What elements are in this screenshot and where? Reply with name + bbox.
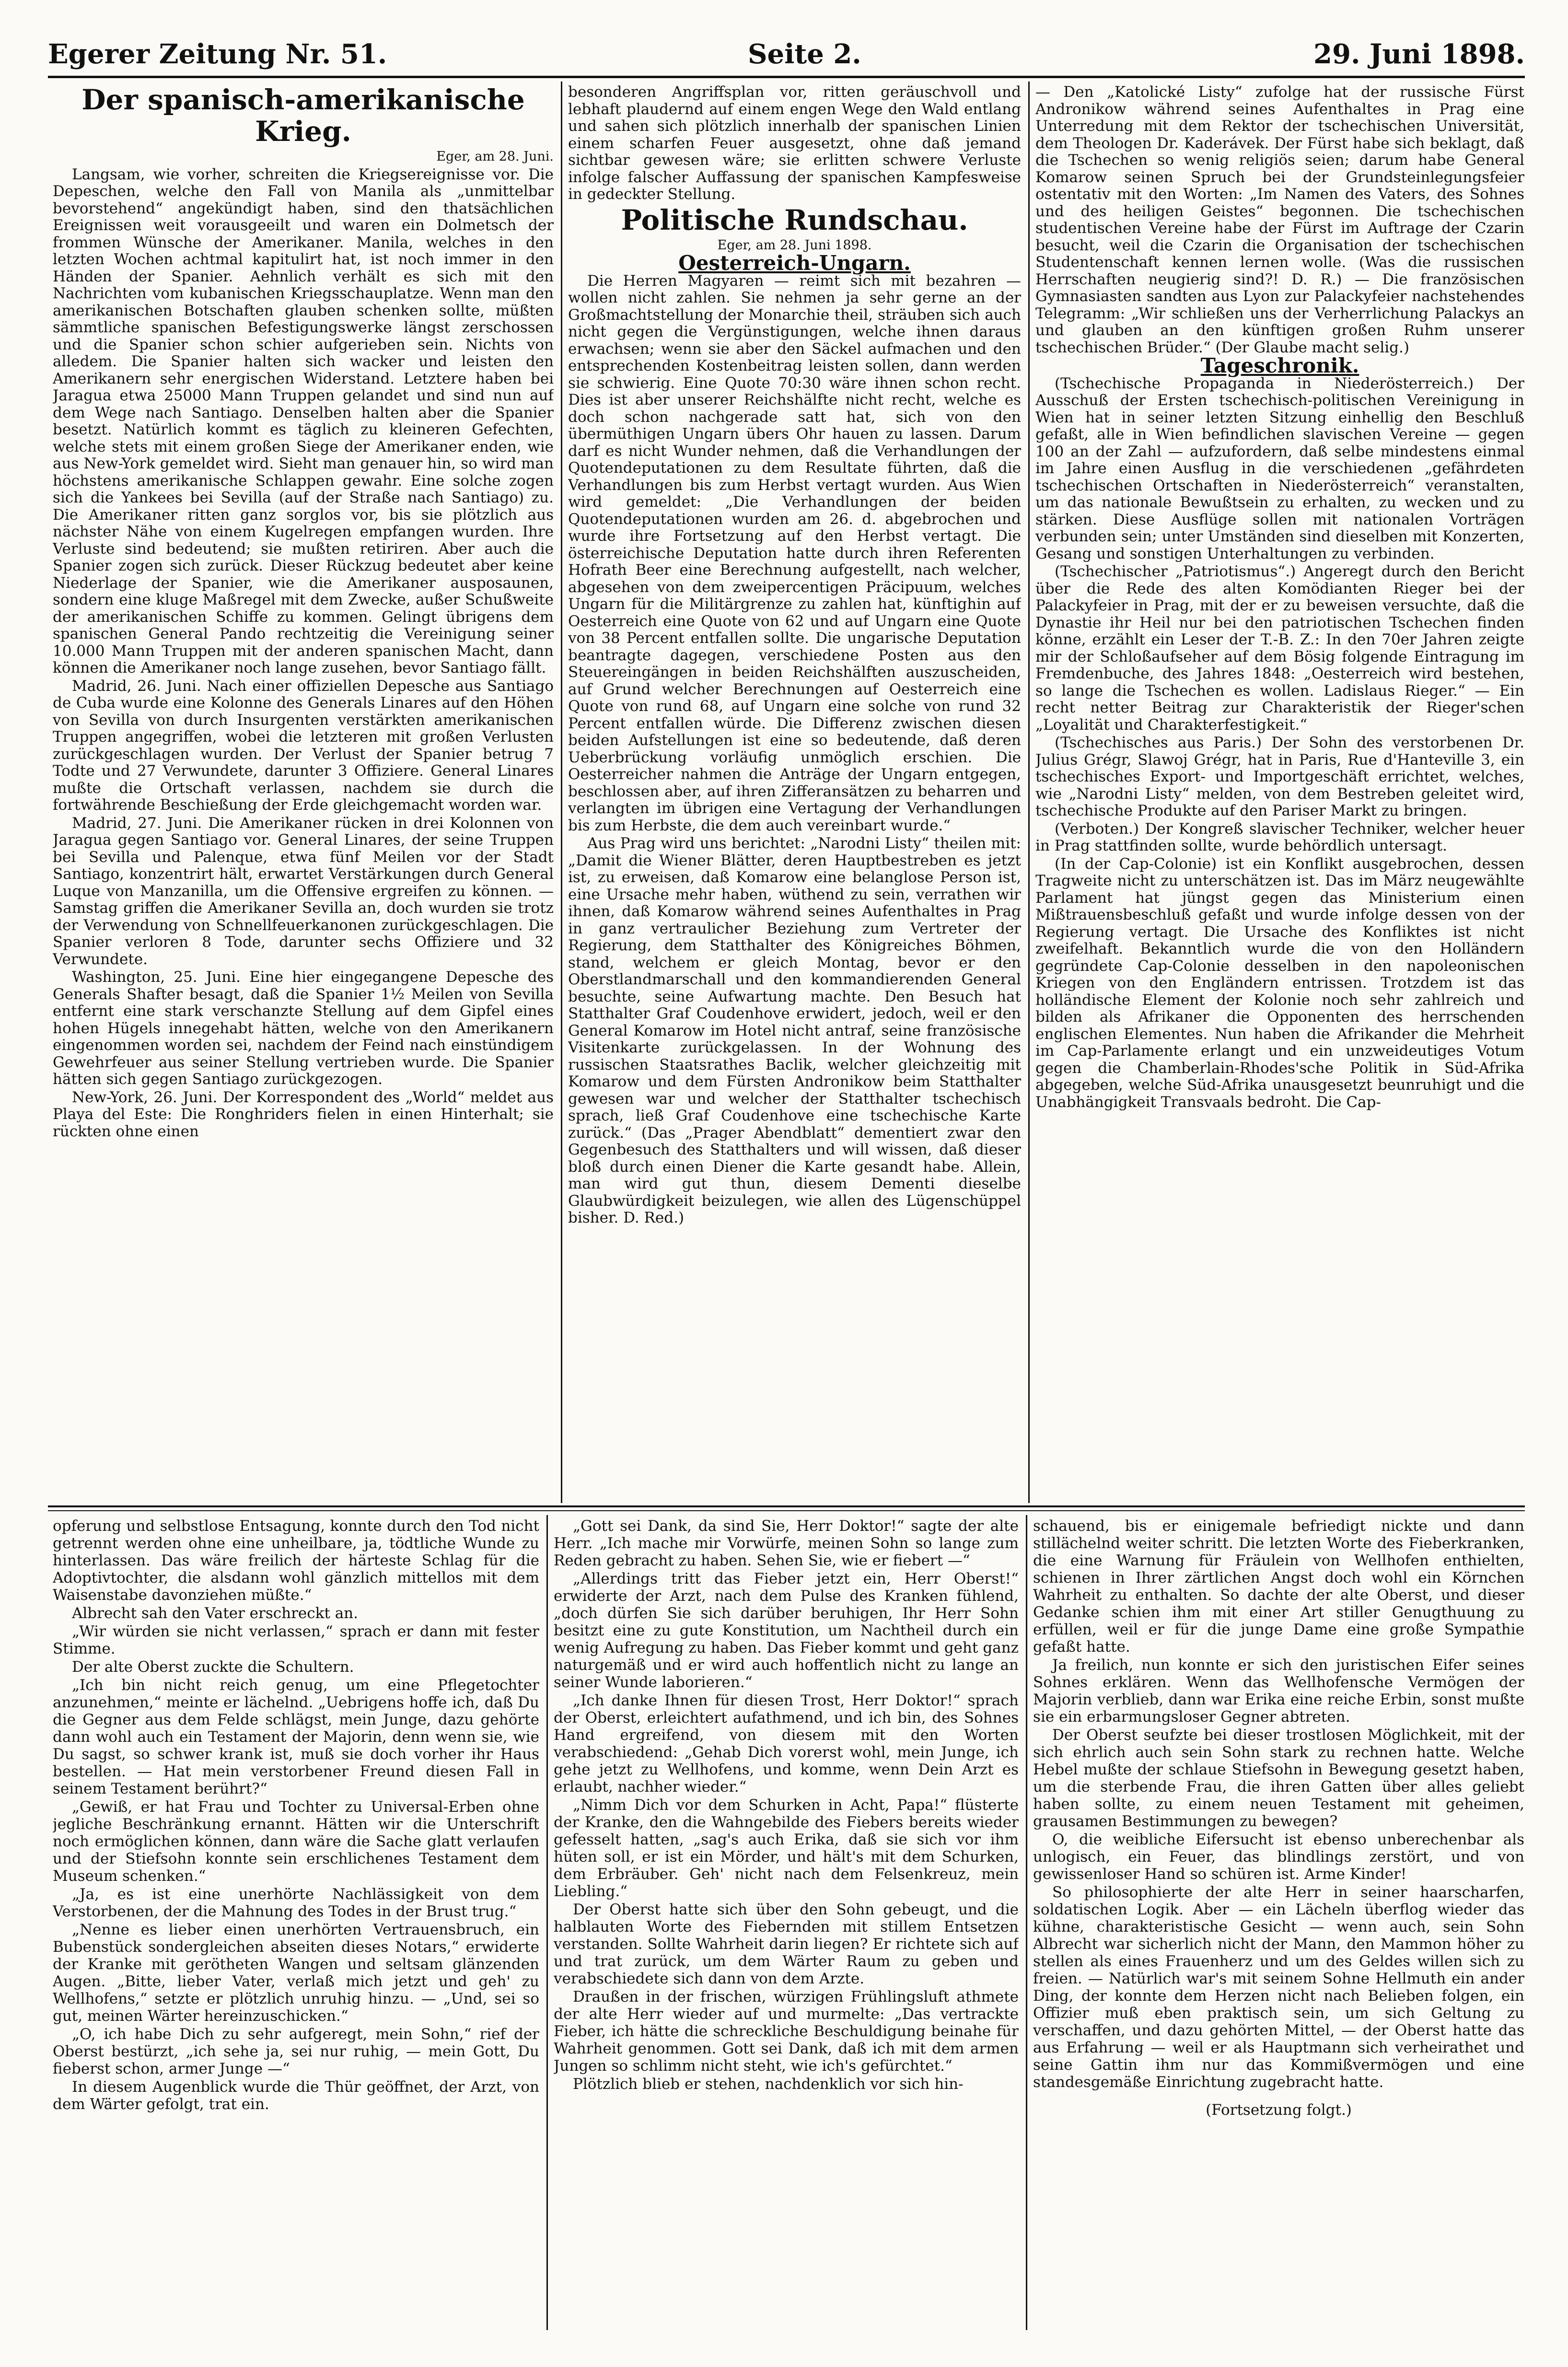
continuation-note: (Fortsetzung folgt.) (1206, 2101, 1352, 2119)
paragraph: Die Herren Magyaren — reimt sich mit bezahren — wollen nicht zahlen. Sie nehmen ja sehr gerne an der Großmachtstellung der Monarchie theil, sträuben sich auch nicht gegen die Vergünstigungen, welche ihnen daraus erwachsen; wenn sie aber den Säckel aufmachen und den entsprechenden Kostenbeitrag leisten sollen, dann werden sie schwierig. Eine Quote 70:30 wäre ihnen schon recht. Dies ist aber unserer Reichshälfte nicht recht, welche es doch schon nachgerade satt hat, sich von den übermüthigen Ungarn übers Ohr hauen zu lassen. Darum darf es nicht Wunder nehmen, daß die Verhandlungen der Quotendeputationen zu dem Resultate führten, daß die Verhandlungen bis zum Herbst vertagt wurden. Aus Wien wird gemeldet: „Die Verhandlungen der beiden Quotendeputationen wurden am 26. d. abgebrochen und wurde ihre Fortsetzung auf den Herbst vertagt. Die österreichische Deputation hatte durch ihren Referenten Hofrath Beer eine Berechnung aufgestellt, nach welcher, abgesehen von dem zweipercentigen Präcipuum, welches Ungarn für die Militärgrenze zu zahlen hat, künftighin auf Oesterreich eine Quote von 62 und auf Ungarn eine Quote von 38 Percent entfallen sollte. Die ungarische Deputation beantragte dagegen, verschiedene Posten aus den Steuereingängen in beiden Reichshälften auszuscheiden, auf Grund welcher Berechnungen auf Oesterreich eine Quote von rund 68, auf Ungarn eine solche von rund 32 Percent entfallen würde. Die Differenz zwischen diesen beiden Aufstellungen ist eine so bedeutende, daß deren Ueberbrückung vorläufig unmöglich erschien. Die Oesterreicher nahmen die Anträge der Ungarn entgegen, beschlossen aber, auf ihren Zifferansätzen zu beharren und verlangten im übrigen eine Vertagung der Verhandlungen bis zum Herbste, die dem auch vereinbart wurde.“ (568, 272, 1021, 834)
page-header (48, 29, 1525, 72)
paragraph: „Ich danke Ihnen für diesen Trost, Herr Doktor!“ sprach der Oberst, erleichtert aufathmend, und ich bin, des Sohnes Hand ergreifend, von diesem mit den Worten verabschiedend: „Gehab Dich vorerst wohl, mein Junge, ich gehe jetzt zu Wellhofens, und komme, wenn Dein Arzt es erlaubt, nachher wieder.“ (554, 1692, 1019, 1796)
paragraph: (In der Cap-Colonie) ist ein Konflikt ausgebrochen, dessen Tragweite nicht zu unterschätzen ist. Das im März neugewählte Parlament hat jüngst gegen das Ministerium einen Mißtrauensbeschluß gefaßt und wurde infolge dessen von der Regierung vertagt. Die Ursache des Konfliktes ist nicht zweifelhaft. Bekanntlich wurde die von den Holländern gegründete Cap-Colonie desselben in den napoleonischen Kriegen von den Engländern entrissen. Trotzdem ist das holländische Element der Kolonie noch sehr zahlreich und bilden als Afrikaner die Opponenten des herrschenden englischen Elementes. Nun haben die Afrikander die Mehrheit im Cap-Parlamente erlangt und ein unzweideutiges Votum gegen die Chamberlain-Rhodes'sche Politik in Süd-Afrika abgegeben, welche Süd-Afrika unausgesetzt beunruhigt und die Unabhängigkeit Transvaals bedroht. Die Cap- (1035, 855, 1524, 1111)
paragraph: Albrecht sah den Vater erschreckt an. (72, 1605, 358, 1622)
paragraph: New-York, 26. Juni. Der Korrespondent des „World“ meldet aus Playa del Este: Die Ronghriders fielen in einen Hinterhalt; sie rückten ohne einen (53, 1088, 554, 1140)
paragraph: besonderen Angriffsplan vor, ritten geräuschvoll und lebhaft plaudernd auf einem engen Wege den Wald entlang und sahen sich plötzlich innerhalb der spanischen Linien einem scharfen Feuer ausgesetzt, ohne daß jemand sichtbar gewesen wäre; sie erlitten schwere Verluste infolge falscher Auffassung der spanischen Kampfesweise in gedeckter Stellung. (568, 84, 1021, 203)
column-divider-2 (1028, 82, 1030, 1503)
paragraph: Madrid, 26. Juni. Nach einer offiziellen Depesche aus Santiago de Cuba wurde eine Kolonne des Generals Linares auf den Höhen von Sevilla von durch Insurgenten verstärkten amerikanischen Truppen angegriffen, wobei die letzteren mit großen Verlusten zurückgeschlagen wurden. Der Verlust der Spanier betrug 7 Todte und 27 Verwundete, darunter 3 Offiziere. General Linares mußte die Ortschaft verlassen, nachdem sie durch die fortwährende Beschießung der Erde gleichgemacht worden war. (53, 677, 554, 814)
paragraph: Draußen in der frischen, würzigen Frühlingsluft athmete der alte Herr wieder auf und murmelte: „Das vertrackte Fieber, ich hätte die schreckliche Beschuldigung beinahe für Wahrheit genommen. Gott sei Dank, daß ich mit dem armen Jungen so schlimm nicht steht, wie ich's gefürchtet.“ (554, 1988, 1019, 2075)
article-spanish-american-war (53, 84, 554, 1503)
paragraph: schauend, bis er einigemale befriedigt nickte und dann stillächelnd weiter schritt. Die letzten Worte des Fieberkranken, die eine Warnung für Fräulein von Wellhofen enthielten, schienen in Ihrer zärtlichen Angst doch wohl ein Körnchen Wahrheit zu enthalten. So dachte der alte Oberst, und dieser Gedanke schien ihm mit einer Art stiller Genugthuung zu erfüllen, weil er für die junge Dame eine große Sympathie gefaßt hatte. (1033, 1517, 1524, 1656)
paragraph: Der Oberst hatte sich über den Sohn gebeugt, und die halblauten Worte des Fiebernden mit stillem Entsetzen verstanden. Sollte Wahrheit darin liegen? Er richtete sich auf und trat zurück, um dem Wärter Raum zu geben und verabschiedete sich dann von dem Arzte. (554, 1901, 1019, 1987)
paragraph: So philosophierte der alte Herr in seiner haarscharfen, soldatischen Logik. Aber — ein Lächeln überflog wieder das kühne, charakteristische Gesicht — wenn auch, sein Sohn Albrecht war sicherlich nicht der Mann, den Mammon höher zu stellen als eines Frauenherz und um des Geldes willen sich zu freien. — Natürlich war's mit seinem Sohne Hellmuth ein ander Ding, der konnte dem Herzen nicht nach Belieben folgen, ein Offizier muß eben praktisch sein, um sich Geltung zu verschaffen, und dazu gehörten Mittel, — der Oberst hatte das aus Erfahrung — weil er als Hauptmann sich verheirathet und seine Gattin ihm nur das Kommißvermögen und eine standesgemäße Einrichtung zugebracht hatte. (1033, 1884, 1524, 2091)
article-title: Der spanisch-amerikanische Krieg. (81, 84, 525, 148)
feuilleton-column-1 (53, 1517, 539, 2328)
paragraph: „Gewiß, er hat Frau und Tochter zu Universal-Erben ohne jegliche Beschränkung ernannt. Hätten wir die Unterschrift noch ermöglichen können, dann wäre die Sache glatt verlaufen und der Stiefsohn konnte sein erschlichenes Testament dem Museum schenken.“ (53, 1798, 539, 1885)
paragraph: „Ja, es ist eine unerhörte Nachlässigkeit von dem Verstorbenen, der die Mahnung des Todes in der Brust trug.“ (53, 1886, 539, 1920)
paragraph: (Tschechischer „Patriotismus“.) Angeregt durch den Bericht über die Rede des alten Komödianten Rieger bei der Palackyfeier in Prag, mit der er zu beweisen versuchte, daß die Dynastie ihr Heil nur bei den patriotischen Tschechen finden könne, erzählt ein Leser der T.-B. Z.: In den 70er Jahren zeigte mir der Schloßaufseher auf dem Bösig folgende Eintragung im Fremdenbuche, des Jahres 1848: „Oesterreich wird bestehen, so lange die Tschechen es wollen. Ladislaus Rieger.“ — Ein recht netter Beitrag zur Charakteristik der Rieger'schen „Loyalität und Charakterfestigkeit.“ (1035, 563, 1524, 734)
paragraph: „Ich bin nicht reich genug, um eine Pflegetochter anzunehmen,“ meinte er lächelnd. „Uebrigens hoffe ich, daß Du die Gegner aus dem Felde schlägst, mein Junge, dazu gehörte dann wohl auch ein Testament der Majorin, denn wenn sie, wie Du sagst, so schwer krank ist, muß sie doch vorher ihr Haus bestellen. — Hat mein verstorbener Freund diesen Fall in seinem Testament berührt?“ (53, 1677, 539, 1797)
article-dateline: Eger, am 28. Juni 1898. (717, 237, 872, 253)
paragraph: Washington, 25. Juni. Eine hier eingegangene Depesche des Generals Shafter besagt, daß die Spanier 1½ Meilen von Sevilla entfernt eine stark verschanzte Stellung auf dem Gipfel eines hohen Hügels innegehabt hätten, welche von den Amerikanern eingenommen worden sei, nachdem der Feind nach einstündigem Gewehrfeuer aus seiner Stellung vertrieben wurde. Die Spanier hätten sich gegen Santiago zurückgezogen. (53, 968, 554, 1088)
paragraph: „O, ich habe Dich zu sehr aufgeregt, mein Sohn,“ rief der Oberst bestürzt, „ich sehe ja, sei nur ruhig, — mein Gott, Du fieberst schon, armer Junge —“ (53, 2026, 539, 2077)
header-date: 29. Juni 1898. (1313, 38, 1525, 70)
paragraph: „Nenne es lieber einen unerhörten Vertrauensbruch, ein Bubenstück sondergleichen abseiten dieses Notars,“ erwiderte der Kranke mit gerötheten Wangen und seltsam glänzenden Augen. „Bitte, lieber Vater, verlaß mich jetzt und geh' zu Wellhofens,“ setzte er plötzlich unruhig hinzu. — „Und, sei so gut, meinen Wärter hereinzuschicken.“ (53, 1921, 539, 2025)
article-daily-chronicle (1035, 84, 1524, 1503)
feuilleton-rule-top (48, 1505, 1525, 1507)
paragraph: „Nimm Dich vor dem Schurken in Acht, Papa!“ flüsterte der Kranke, den die Wahngebilde des Fiebers bereits wieder gefesselt hatten, „sag's auch Erika, daß sie sich vor ihm hüten soll, er ist ein Mörder, und hält's mit dem Schurken, dem Erbräuber. Geh' nicht nach dem Felsenkreuz, mein Liebling.“ (554, 1796, 1019, 1900)
section-subhead: Tageschronik. (1200, 354, 1359, 377)
article-political-review (568, 84, 1021, 1503)
feuilleton-column-3 (1033, 1517, 1524, 2328)
paragraph: „Wir würden sie nicht verlassen,“ sprach er dann mit fester Stimme. (53, 1623, 539, 1657)
paragraph: opferung und selbstlose Entsagung, konnte durch den Tod nicht getrennt werden ohne eine unheilbare, ja, tödtliche Wunde zu hinterlassen. Das wäre freilich der härteste Schlag für die Adoptivtochter, die alsdann wohl gänzlich mittellos mit dem Waisenstabe davonziehen müßte.“ (53, 1517, 539, 1604)
paragraph: Madrid, 27. Juni. Die Amerikaner rücken in drei Kolonnen von Jaragua gegen Santiago vor. General Linares, der seine Truppen bei Sevilla und Palenque, etwa fünf Meilen vor der Stadt Santiago, konzentrirt hält, erwartet Verstärkungen durch General Luque von Manzanilla, um die Offensive ergreifen zu können. — Samstag griffen die Amerikaner Sevilla an, doch wurden sie trotz der Verwendung von Schnellfeuerkanonen zurückgeschlagen. Die Spanier verloren 8 Tode, darunter sechs Offiziere und 32 Verwundete. (53, 814, 554, 968)
paragraph: (Tschechische Propaganda in Niederösterreich.) Der Ausschuß der Ersten tschechisch-politischen Vereinigung in Wien hat in seiner letzten Sitzung einhellig den Beschluß gefaßt, alle in Wien befindlichen slavischen Vereine — gegen 100 an der Zahl — aufzufordern, daß selbe mindestens einmal im Jahre einen Ausflug in die verschiedenen „gefährdeten tschechischen Ortschaften in Niederösterreich“ veranstalten, um das nationale Bewußtsein zu erhalten, zu wecken und zu stärken. Diese Ausflüge sollen mit nationalen Vorträgen verbunden sein; unter Umständen sind dieselben mit Konzerten, Gesang und sonstigen Unterhaltungen zu verbinden. (1035, 374, 1524, 562)
paragraph: — Den „Katolické Listy“ zufolge hat der russische Fürst Andronikow während seines Aufenthaltes in Prag eine Unterredung mit dem Rektor der tschechischen Universität, dem Theologen Dr. Kaderávek. Der Fürst habe sich beklagt, daß die Tschechen so wenig religiös seien; darum habe General Komarow seinen Spruch bei der Grundsteinlegungsfeier ostentativ mit den Worten: „Im Namen des Vaters, des Sohnes und des heiligen Geistes“ begonnen. Die tschechischen studentischen Vereine habe der Fürst im Auftrage der Czarin besucht, weil die Czarin die Organisation der tschechischen Studentenschaft kennen lernen wolle. (Was die russischen Herrschaften neugierig sind?! D. R.) — Die französischen Gymnasiasten sandten aus Lyon zur Palackyfeier nachstehendes Telegramm: „Wir schließen uns der Verherrlichung Palackys an und glauben an den künftigen großen Ruhm unserer tschechischen Brüder.“ (Der Glaube macht selig.) (1035, 84, 1524, 356)
paragraph: In diesem Augenblick wurde die Thür geöffnet, der Arzt, von dem Wärter gefolgt, trat ein. (53, 2078, 539, 2113)
column-divider-4 (1026, 1515, 1027, 2330)
feuilleton-column-2 (554, 1517, 1019, 2328)
paragraph: Der Oberst seufzte bei dieser trostlosen Möglichkeit, mit der sich ehrlich auch sein Sohn stark zu rechnen hatte. Welche Hebel mußte der schlaue Stiefsohn in Bewegung gesetzt haben, um die sterbende Frau, die ihren Gatten über alles geliebt haben sollte, zu einem neuen Testament mit geheimen, grausamen Bestimmungen zu bewegen? (1033, 1726, 1524, 1830)
header-paper-title: Egerer Zeitung Nr. 51. (48, 38, 387, 70)
paragraph: Plötzlich blieb er stehen, nachdenklich vor sich hin- (573, 2075, 964, 2093)
paragraph: (Tschechisches aus Paris.) Der Sohn des verstorbenen Dr. Julius Grégr, Slawoj Grégr, hat in Paris, Rue d'Hanteville 3, ein tschechisches Export- und Importgeschäft errichtet, welches, wie „Narodni Listy“ melden, von dem Bestreben geleitet wird, tschechische Produkte auf den Pariser Markt zu bringen. (1035, 734, 1524, 819)
header-rule (48, 76, 1525, 78)
paragraph: „Allerdings tritt das Fieber jetzt ein, Herr Oberst!“ erwiderte der Arzt, nach dem Pulse des Kranken fühlend, „doch dürfen Sie sich darüber beruhigen, Ihr Herr Sohn besitzt eine zu gute Konstitution, um Nachtheil durch ein wenig Aufregung zu haben. Das Fieber kommt und geht ganz naturgemäß und er wird auch hoffentlich nicht zu lange an seiner Wunde laborieren.“ (554, 1570, 1019, 1691)
paragraph: Der alte Oberst zuckte die Schultern. (72, 1658, 354, 1676)
section-subhead: Oesterreich-Ungarn. (678, 251, 911, 275)
column-divider-3 (546, 1515, 548, 2330)
paragraph: „Gott sei Dank, da sind Sie, Herr Doktor!“ sagte der alte Herr. „Ich mache mir Vorwürfe, meinen Sohn so lange zum Reden gebracht zu haben. Sehen Sie, wie er fiebert —“ (554, 1517, 1019, 1569)
paragraph: Ja freilich, nun konnte er sich den juristischen Eifer seines Sohnes erklären. Wenn das Wellhofensche Vermögen der Majorin verblieb, dann war Erika eine reiche Erbin, sonst mußte sie ein erbarmungsloser Gegner abtreten. (1033, 1656, 1524, 1726)
article-title: Politische Rundschau. (621, 203, 968, 236)
article-dateline: Eger, am 28. Juni. (436, 149, 554, 164)
paragraph: Aus Prag wird uns berichtet: „Narodni Listy“ theilen mit: „Damit die Wiener Blätter, deren Hauptbestreben es jetzt ist, zu erweisen, daß Komarow eine belanglose Person ist, eine Ursache mehr haben, wüthend zu sein, verrathen wir ihnen, daß Komarow während seines Aufenthaltes in Prag in ganz vertraulicher Beziehung zum Vertreter der Regierung, dem Statthalter des Königreiches Böhmen, stand, welchem er gleich Montag, bevor er den Oberstlandmarschall und den kommandierenden General besuchte, seine Aufwartung machte. Den Besuch hat Statthalter Graf Coudenhove erwidert, jedoch, weil er den General Komarow im Hotel nicht antraf, seine französische Visitenkarte zurückgelassen. In der Wohnung des russischen Staatsrathes Baclik, welcher gleichzeitig mit Komarow und dem Fürsten Andronikow beim Statthalter gewesen war und welcher der Statthalter tschechisch sprach, ließ Graf Coudenhove eine tschechische Karte zurück.“ (Das „Prager Abendblatt“ dementiert zwar den Gegenbesuch des Statthalters und will wissen, daß dieser bloß durch einen Diener die Karte gesandt habe. Allein, man wird gut thun, diesem Dementi dieselbe Glaubwürdigkeit beizulegen, wie allen des Lügenschüppel bisher. D. Red.) (568, 835, 1021, 1226)
column-divider-1 (561, 82, 562, 1503)
paragraph: O, die weibliche Eifersucht ist ebenso unberechenbar als unlogisch, ein Feuer, das blindlings zerstört, und von gewissenloser Hand so schüren ist. Arme Kinder! (1033, 1831, 1524, 1883)
paragraph: (Verboten.) Der Kongreß slavischer Techniker, welcher heuer in Prag stattfinden sollte, wurde behördlich untersagt. (1035, 820, 1524, 854)
paragraph: Langsam, wie vorher, schreiten die Kriegsereignisse vor. Die Depeschen, welche den Fall von Manila als „unmittelbar bevorstehend“ angekündigt haben, sind den thatsächlichen Ereignissen weit vorausgeeilt und waren ein Dolmetsch der frommen Wünsche der Amerikaner. Manila, welches in den letzten Wochen achtmal kapitulirt hat, ist noch immer in den Händen der Spanier. Aehnlich verhält es sich mit den Nachrichten vom kubanischen Kriegsschauplatze. Wenn man den amerikanischen Botschaften glauben schenken sollte, müßten sämmtliche spanischen Befestigungswerke längst zerschossen und die Spanier schon schier aufgerieben sein. Nichts von alledem. Die Spanier halten sich wacker und leisten den Amerikanern sehr energischen Widerstand. Letztere haben bei Jaragua etwa 25000 Mann Truppen gelandet und sind nun auf dem Wege nach Santiago. Denselben halten aber die Spanier besetzt. Natürlich kommt es täglich zu kleineren Gefechten, welche stets mit einem großen Siege der Amerikaner enden, wie aus New-York gemeldet wird. Sieht man genauer hin, so wird man höchstens amerikanische Schlappen gewahr. Eine solche zogen sich die Yankees bei Sevilla (auf der Straße nach Santiago) zu. Die Amerikaner ritten ganz sorglos vor, bis sie plötzlich aus nächster Nähe von einem Kugelregen empfangen wurden. Ihre Verluste sind bedeutend; sie mußten retiriren. Aber auch die Spanier zogen sich zurück. Dieser Rückzug bedeutet aber keine Niederlage der Spanier, wie die Amerikaner ausposaunen, sondern eine kluge Maßregel mit dem Zwecke, außer Schußweite der amerikanischen Schiffe zu kommen. Gelingt übrigens dem spanischen General Pando rechtzeitig die Vereinigung seiner 10.000 Mann Truppen mit der anderen spanischen Macht, dann können die Amerikaner noch lange zusehen, bevor Santiago fällt. (53, 165, 554, 676)
feuilleton-rule-bottom (48, 1510, 1525, 1511)
header-page-number: Seite 2. (748, 38, 861, 70)
